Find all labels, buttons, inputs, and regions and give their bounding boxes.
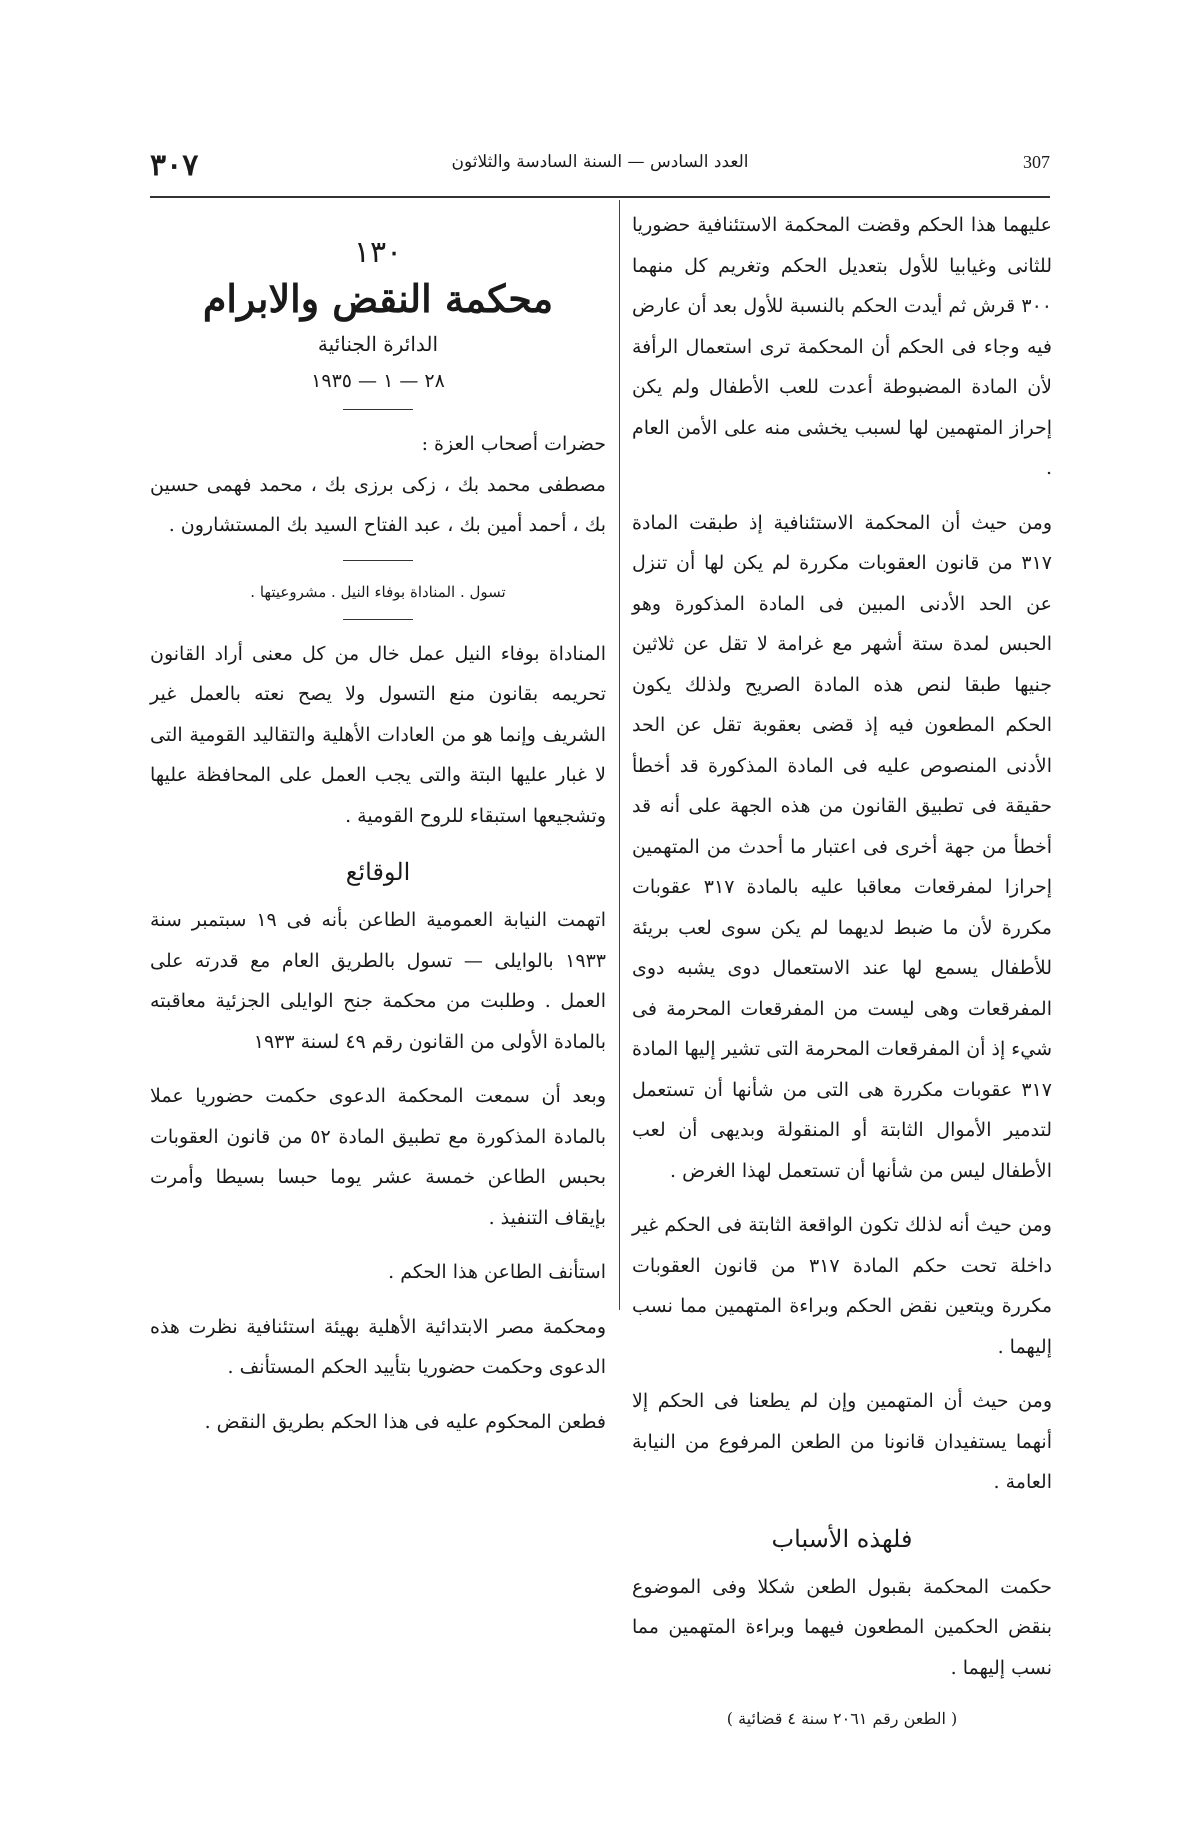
case-citation: ( الطعن رقم ٢٠٦١ سنة ٤ قضائية ) (726, 1709, 958, 1728)
circuit-name: الدائرة الجنائية (317, 332, 439, 356)
right-column (632, 205, 1052, 1736)
page-number-latin: 307 (1023, 152, 1050, 172)
facts-paragraph: استأنف الطاعن هذا الحكم . (388, 1261, 606, 1283)
paragraph: ومن حيث أن المحكمة الاستئنافية إذ طبقت المادة ٣١٧ من قانون العقوبات مكررة لم يكن لها أن تنزل عن الحد الأدنى المبين فى المادة المذكورة وهو الحبس لمدة ستة أشهر مع غرامة لا تقل عن ثلاثين جنيها طبقا لنص هذه المادة الصريح ولذلك يكون الحكم المطعون فيه إذ قضى بعقوبة تقل عن الحد الأدنى المنصوص عليه فى المادة المذكورة قد أخطأ حقيقة فى تطبيق القانون من هذه الجهة على أنه قد أخطأ من جهة أخرى فى اعتبار ما أحدث من المتهمين إحرازا لمفرقعات معاقبا عليه بالمادة ٣١٧ عقوبات مكررة لأن ما ضبط لديهما لم يكن سوى لعب بريئة للأطفال يسمع لها عند الاستعمال دوى يشبه دوى المفرقعات وهى ليست من المفرقعات المحرمة فى شيء إذ أن المفرقعات المحرمة التى تشير إليها المادة ٣١٧ عقوبات مكررة هى التى من شأنها أن تستعمل لتدمير الأموال الثابتة أو المنقولة وبديهى أن لعب الأطفال ليس من شأنها أن تستعمل لهذا الغرض . (632, 511, 1052, 1182)
column-divider (619, 200, 620, 1310)
court-name: محكمة النقض والابرام (202, 276, 554, 321)
facts-heading: الوقائع (345, 858, 411, 886)
headnote-topic: تسول . المناداة بوفاء النيل . مشروعيتها . (250, 582, 506, 601)
paragraph: عليهما هذا الحكم وقضت المحكمة الاستئنافية حضوريا للثانى وغيابيا للأول بتعديل الحكم وتغريم كل منهما ٣٠٠ قرش ثم أيدت الحكم بالنسبة للأول بعد أن عارض فيه وجاء فى الحكم أن المحكمة ترى استعمال الرأفة لأن المادة المضبوطة أعدت للعب الأطفال ولم يكن إحراز المتهمين لها لسبب يخشى منه على الأمن العام . (632, 214, 1052, 479)
paragraph: ومن حيث أن المتهمين وإن لم يطعنا فى الحكم إلا أنهما يستفيدان قانونا من الطعن المرفوع من النيابة العامة . (632, 1390, 1052, 1493)
reasons-heading: فلهذه الأسباب (771, 1524, 913, 1553)
left-column (150, 205, 606, 1456)
headnote: المناداة بوفاء النيل عمل خال من كل معنى أراد القانون تحريمه بقانون منع التسول ولا يصح نعته بالعمل غير الشريف وإنما هو من العادات الأهلية والتقاليد القومية التى لا غبار عليها البتة والتى يجب العمل على المحافظة عليها وتشجيعها استبقاء للروح القومية . (150, 642, 606, 827)
divider (343, 409, 413, 410)
facts-paragraph: فطعن المحكوم عليه فى هذا الحكم بطريق النقض . (204, 1410, 606, 1433)
header-rule (150, 196, 1050, 198)
facts-paragraph: ومحكمة مصر الابتدائية الأهلية بهيئة استئنافية نظرت هذه الدعوى وحكمت حضوريا بتأييد الحكم المستأنف . (150, 1315, 606, 1378)
session-date: ٢٨ — ١ — ١٩٣٥ (311, 370, 445, 392)
running-title: العدد السادس — السنة السادسة والثلاثون (451, 152, 749, 172)
facts-paragraph: اتهمت النيابة العمومية الطاعن بأنه فى ١٩ سبتمبر سنة ١٩٣٣ بالوايلى — تسول بالطريق العام مع قدرته على العمل . وطلبت من محكمة جنح الوايلى الجزئية معاقبته بالمادة الأولى من القانون رقم ٤٩ لسنة ١٩٣٣ (150, 909, 606, 1053)
divider (343, 619, 413, 620)
facts-paragraph: وبعد أن سمعت المحكمة الدعوى حكمت حضوريا عملا بالمادة المذكورة مع تطبيق المادة ٥٢ من قانون العقوبات بحبس الطاعن خمسة عشر يوما حبسا بسيطا وأمرت بإيقاف التنفيذ . (150, 1085, 606, 1229)
case-number: ١٣٠ (353, 235, 403, 270)
divider (343, 560, 413, 561)
paragraph: ومن حيث أنه لذلك تكون الواقعة الثابتة فى الحكم غير داخلة تحت حكم المادة ٣١٧ من قانون العقوبات مكررة ويتعين نقض الحكم وبراءة المتهمين مما نسب إليهما . (632, 1214, 1053, 1358)
judges-list: مصطفى محمد بك ، زكى برزى بك ، محمد فهمى حسين بك ، أحمد أمين بك ، عبد الفتاح السيد بك المستشارون . (150, 473, 606, 536)
page-number-arabic: ٣٠٧ (150, 148, 199, 183)
gentlemen-heading: حضرات أصحاب العزة : (421, 433, 606, 455)
page-header (150, 148, 1050, 188)
ruling: حكمت المحكمة بقبول الطعن شكلا وفى الموضوع بنقض الحكمين المطعون فيهما وبراءة المتهمين مما نسب إليهما . (632, 1575, 1052, 1679)
